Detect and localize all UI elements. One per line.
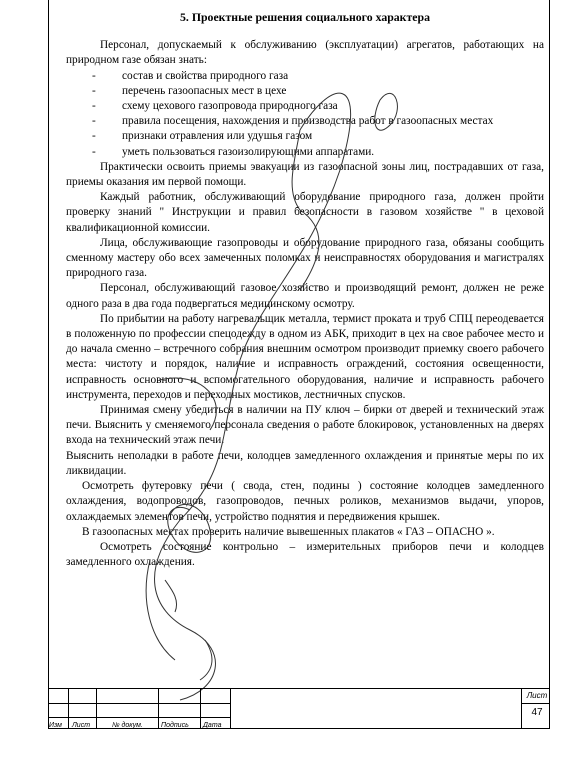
paragraph: Персонал, обслуживающий газовое хозяйство и производящий ремонт, должен не реже одного раза в два года подвергаться медицинскому осмотру. <box>66 282 544 310</box>
section-heading: 5. Проектные решения социального характера <box>180 10 430 24</box>
paragraph: Лица, обслуживающие газопроводы и оборудование природного газа, обязаны сообщить сменному мастеру обо всех замеченных поломках и неисправностях оборудования и магистралях природного газа. <box>66 236 544 280</box>
list-item: - уметь пользоваться газоизолирующими аппаратами. <box>92 145 544 160</box>
stamp-label-date: Дата <box>203 722 222 729</box>
list-item: - схему цехового газопровода природного газа <box>92 99 544 114</box>
paragraph: Выяснить неполадки в работе печи, колодцев замедленного охлаждения и принятые меры по их ликвидации. <box>66 449 544 477</box>
list-item: - правила посещения, нахождения и производства работ в газоопасных местах <box>92 114 544 129</box>
paragraph: По прибытии на работу нагревальщик металла, термист проката и труб СПЦ переодевается в положенную по профессии спецодежду в одном из АБК, приходит в цех на свое рабочее место и до начала сменно – встречного собрания внешним осмотром производит приемку своего рабочего места: чистоту и порядок, наличие и исправность ограждений, состояния освещенности, исправность основного и вспомогательного оборудования, наличие и исправность рабочего инструмента, переходов и переходных мостиков, лестничных спусков. <box>66 312 544 401</box>
paragraph: В газоопасных местах проверить наличие вывешенных плакатов « ГАЗ – ОПАСНО ». <box>82 525 495 538</box>
paragraph: Осмотреть состояние контрольно – измерительных приборов печи и колодцев замедленного охлаждения. <box>66 540 544 569</box>
sheet-number: 47 <box>531 707 543 718</box>
list-item: - состав и свойства природного газа <box>92 69 544 84</box>
paragraph: Каждый работник, обслуживающий оборудование природного газа, должен пройти проверку знаний " Инструкции и правил безопасности в газовом хозяйстве " в цеховой квалификационной комиссии. <box>66 191 544 234</box>
paragraph: Практически освоить приемы эвакуации из газоопасной зоны лиц, пострадавших от газа, приемы оказания им первой помощи. <box>66 160 544 189</box>
document-body <box>66 10 544 570</box>
knowledge-list <box>66 69 544 160</box>
stamp-label-izm: Изм <box>49 722 62 729</box>
list-item: - признаки отравления или удушья газом <box>92 129 544 144</box>
sheet-label: Лист <box>526 691 548 700</box>
intro-paragraph: Персонал, допускаемый к обслуживанию (эксплуатации) агрегатов, работающих на природном газе обязан знать: <box>66 39 544 67</box>
list-item: - перечень газоопасных мест в цехе <box>92 84 544 99</box>
paragraph: Осмотреть футеровку печи ( свода, стен, подины ) состояние колодцев замедленного охлаждения, водопроводов, газопроводов, печных роликов, механизмов выдачи, упоров, охлаждаемых элементов печи, устройство поднятия и передвижения крышек. <box>66 480 544 523</box>
title-block <box>48 688 549 729</box>
stamp-label-doc: № докум. <box>112 722 143 729</box>
stamp-label-list: Лист <box>72 722 91 729</box>
paragraph: Принимая смену убедиться в наличии на ПУ ключ – бирки от дверей и технический этаж печи. Выяснить у сменяемого персонала сведения о работе блокировок, установленных на дверях входа на технический этаж печи. <box>66 404 544 447</box>
stamp-label-sign: Подпись <box>161 722 189 729</box>
